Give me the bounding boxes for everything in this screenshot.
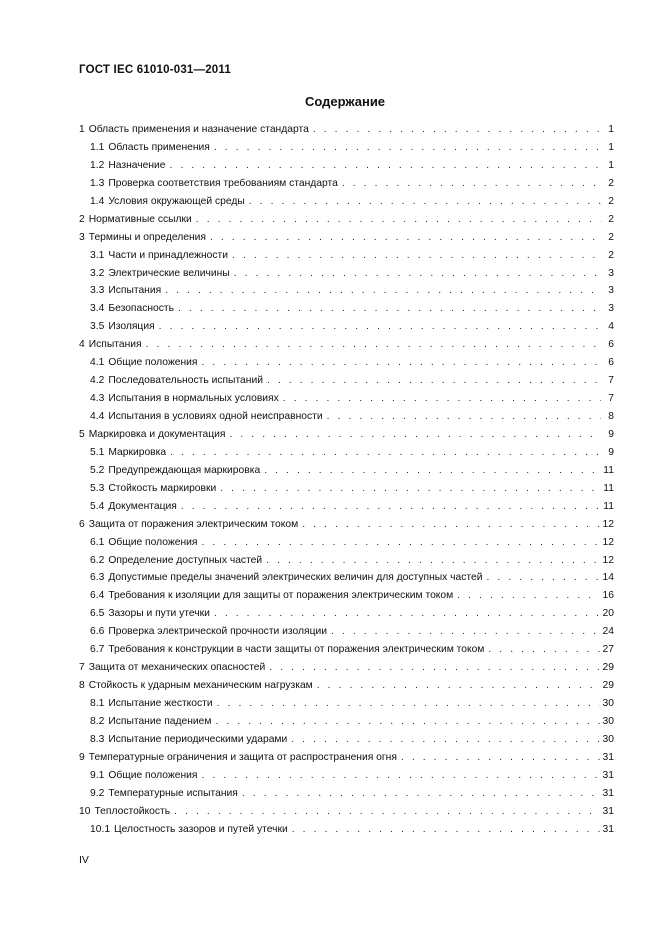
- dot-leader: [159, 318, 601, 336]
- toc-entry-page: 24: [602, 626, 614, 638]
- dot-leader: [313, 121, 601, 139]
- dot-leader: [291, 731, 599, 749]
- toc-entry-page: 2: [608, 213, 614, 225]
- toc-entry[interactable]: [79, 175, 614, 193]
- toc-entry-number: 5.3: [90, 482, 105, 494]
- toc-entry[interactable]: [79, 318, 614, 336]
- toc-entry-page: 7: [608, 393, 614, 405]
- dot-leader: [266, 552, 599, 570]
- toc-entry-number: 8.1: [90, 698, 105, 709]
- toc-entry[interactable]: [79, 552, 614, 570]
- dot-leader: [202, 767, 600, 785]
- dot-leader: [457, 587, 599, 605]
- dot-leader: [488, 641, 599, 659]
- toc-entry-number: 6.4: [90, 590, 105, 602]
- dot-leader: [220, 480, 600, 498]
- toc-entry-page: 7: [608, 375, 614, 387]
- toc-entry-page: 1: [608, 141, 614, 153]
- toc-entry-number: 8: [79, 680, 85, 692]
- toc-entry-title: Определение доступных частей: [108, 554, 263, 566]
- toc-entry-page: 31: [602, 787, 614, 799]
- toc-entry-title: Термины и определения: [88, 231, 206, 243]
- dot-leader: [181, 498, 600, 516]
- dot-leader: [317, 677, 600, 695]
- toc-entry-page: 29: [602, 680, 614, 692]
- toc-entry[interactable]: [79, 229, 614, 247]
- toc-entry-page: 3: [608, 303, 614, 315]
- toc-entry[interactable]: [79, 480, 614, 498]
- toc-entry-page: 3: [608, 267, 614, 279]
- toc-entry[interactable]: [79, 749, 614, 767]
- toc-entry-title: Испытание падением: [108, 715, 212, 727]
- toc-entry-title: Целостность зазоров и путей утечки: [114, 823, 288, 835]
- toc-entry[interactable]: [79, 157, 614, 175]
- toc-entry-number: 1: [79, 124, 85, 135]
- dot-leader: [302, 516, 599, 534]
- toc-entry-title: Требования к конструкции в части защиты от поражения электрическим током: [108, 644, 485, 656]
- dot-leader: [232, 247, 601, 265]
- toc-entry-title: Части и принадлежности: [108, 249, 229, 261]
- toc-entry-page: 1: [608, 124, 614, 135]
- toc-entry-page: 9: [608, 446, 614, 458]
- toc-entry[interactable]: [79, 462, 614, 480]
- toc-entry-page: 14: [602, 572, 614, 584]
- toc-entry-number: 9: [79, 751, 85, 763]
- toc-entry[interactable]: [79, 265, 614, 283]
- toc-entry[interactable]: [79, 139, 614, 157]
- toc-entry-number: 5.1: [90, 446, 105, 458]
- toc-entry-title: Общие положения: [108, 357, 198, 369]
- toc-entry-page: 31: [602, 769, 614, 781]
- toc-entry[interactable]: [79, 767, 614, 785]
- toc-entry-page: 3: [608, 285, 614, 297]
- toc-entry[interactable]: [79, 193, 614, 211]
- toc-entry[interactable]: [79, 247, 614, 265]
- toc-entry-title: Теплостойкость: [94, 805, 171, 817]
- toc-entry-title: Защита от механических опасностей: [88, 662, 266, 674]
- dot-leader: [327, 408, 601, 426]
- toc-entry-number: 1.3: [90, 177, 105, 189]
- dot-leader: [401, 749, 600, 767]
- toc-entry-page: 27: [602, 644, 614, 656]
- toc-entry-number: 1.1: [90, 141, 105, 153]
- toc-entry[interactable]: [79, 408, 614, 426]
- toc-entry-number: 6.2: [90, 554, 105, 566]
- document-code: ГОСТ IEC 61010-031—2011: [79, 64, 231, 76]
- toc-entry-number: 6: [79, 518, 85, 530]
- toc-entry-number: 6.7: [90, 644, 105, 656]
- dot-leader: [214, 605, 600, 623]
- toc-entry-page: 4: [608, 321, 614, 333]
- dot-leader: [292, 821, 600, 839]
- toc-entry-title: Испытания: [88, 339, 142, 351]
- toc-entry-page: 12: [602, 518, 614, 530]
- toc-entry-title: Область применения: [108, 141, 210, 153]
- toc-entry[interactable]: [79, 282, 614, 300]
- dot-leader: [249, 193, 601, 211]
- toc-entry-title: Условия окружающей среды: [108, 195, 245, 207]
- toc-entry-number: 4: [79, 339, 85, 351]
- dot-leader: [214, 139, 601, 157]
- dot-leader: [146, 336, 601, 354]
- toc-entry-number: 3.5: [90, 321, 105, 333]
- toc-entry-page: 12: [602, 536, 614, 548]
- toc-entry[interactable]: [79, 372, 614, 390]
- toc-entry-title: Маркировка и документация: [88, 428, 226, 440]
- page-number: IV: [79, 854, 89, 866]
- toc-entry-title: Испытания в условиях одной неисправности: [108, 411, 323, 422]
- toc-entry-title: Нормативные ссылки: [88, 213, 192, 225]
- toc-entry[interactable]: [79, 426, 614, 444]
- toc-entry[interactable]: [79, 300, 614, 318]
- toc-entry[interactable]: [79, 587, 614, 605]
- dot-leader: [242, 785, 600, 803]
- toc-entry[interactable]: [79, 731, 614, 749]
- dot-leader: [170, 444, 601, 462]
- toc-entry-title: Последовательность испытаний: [108, 375, 263, 387]
- toc-entry[interactable]: [79, 713, 614, 731]
- toc-entry-title: Испытание жесткости: [108, 698, 213, 709]
- toc-entry-number: 7: [79, 662, 85, 674]
- toc-entry-number: 6.6: [90, 626, 105, 638]
- toc-entry-number: 3.1: [90, 249, 105, 261]
- toc-entry-page: 20: [602, 608, 614, 620]
- toc-entry-title: Изоляция: [108, 321, 155, 333]
- toc-entry-page: 6: [608, 339, 614, 351]
- toc-entry[interactable]: [79, 659, 614, 677]
- toc-entry-title: Требования к изоляции для защиты от поражения электрическим током: [108, 590, 454, 602]
- dot-leader: [267, 372, 601, 390]
- toc-entry[interactable]: [79, 695, 614, 713]
- toc-entry[interactable]: [79, 677, 614, 695]
- toc-entry-number: 8.3: [90, 733, 105, 745]
- toc-entry-title: Допустимые пределы значений электрических величин для доступных частей: [108, 572, 483, 584]
- toc-entry-number: 6.5: [90, 608, 105, 620]
- toc-entry-title: Зазоры и пути утечки: [108, 608, 210, 620]
- toc-entry[interactable]: [79, 569, 614, 587]
- toc-entry-page: 12: [602, 554, 614, 566]
- toc-entry-number: 1.4: [90, 195, 105, 207]
- toc-entry-page: 2: [608, 249, 614, 261]
- toc-entry-number: 2: [79, 213, 85, 225]
- dot-leader: [234, 265, 601, 283]
- toc-entry[interactable]: [79, 211, 614, 229]
- toc-entry-title: Температурные испытания: [108, 787, 238, 799]
- toc-entry-title: Стойкость к ударным механическим нагрузкам: [88, 680, 313, 692]
- toc-entry[interactable]: [79, 785, 614, 803]
- toc-entry-number: 5: [79, 428, 85, 440]
- toc-entry-number: 3.2: [90, 267, 105, 279]
- dot-leader: [165, 282, 601, 300]
- toc-entry-title: Предупреждающая маркировка: [108, 464, 261, 476]
- toc-entry[interactable]: [79, 498, 614, 516]
- dot-leader: [283, 390, 601, 408]
- toc-entry-title: Испытание периодическими ударами: [108, 733, 288, 745]
- toc-entry-page: 8: [608, 411, 614, 422]
- toc-entry[interactable]: [79, 605, 614, 623]
- dot-leader: [487, 569, 600, 587]
- toc-entry[interactable]: [79, 121, 614, 139]
- toc-entry-title: Назначение: [108, 159, 166, 171]
- toc-entry-number: 10.1: [90, 823, 111, 835]
- toc-entry-page: 11: [603, 500, 614, 512]
- toc-entry-title: Область применения и назначение стандарта: [88, 124, 309, 135]
- toc-entry-title: Безопасность: [108, 303, 175, 315]
- toc-title: Содержание: [304, 94, 386, 109]
- toc-entry-page: 30: [602, 733, 614, 745]
- toc-entry-page: 2: [608, 177, 614, 189]
- toc-entry-page: 30: [602, 698, 614, 709]
- toc-entry-title: Испытания: [108, 285, 162, 297]
- toc-entry-page: 11: [603, 464, 614, 476]
- toc-entry-page: 1: [608, 159, 614, 171]
- toc-entry-title: Общие положения: [108, 536, 198, 548]
- dot-leader: [196, 211, 601, 229]
- dot-leader: [216, 713, 600, 731]
- dot-leader: [210, 229, 601, 247]
- toc-entry[interactable]: [79, 354, 614, 372]
- toc-entry-title: Стойкость маркировки: [108, 482, 217, 494]
- dot-leader: [229, 426, 601, 444]
- toc-entry[interactable]: [79, 336, 614, 354]
- toc-entry[interactable]: [79, 623, 614, 641]
- toc-entry-number: 4.2: [90, 375, 105, 387]
- toc-entry-title: Общие положения: [108, 769, 198, 781]
- dot-leader: [174, 803, 599, 821]
- toc-entry-number: 8.2: [90, 715, 105, 727]
- toc-entry-page: 31: [602, 805, 614, 817]
- toc-entry-title: Документация: [108, 500, 177, 512]
- toc-entry-page: 31: [602, 751, 614, 763]
- toc-entry-page: 9: [608, 428, 614, 440]
- toc-entry[interactable]: [79, 516, 614, 534]
- dot-leader: [331, 623, 600, 641]
- toc-entry[interactable]: [79, 641, 614, 659]
- table-of-contents: [79, 121, 614, 839]
- toc-entry-page: 31: [602, 823, 614, 835]
- toc-entry-title: Температурные ограничения и защита от распространения огня: [88, 751, 397, 763]
- toc-entry-page: 11: [603, 482, 614, 494]
- toc-entry-number: 4.1: [90, 357, 105, 369]
- toc-entry[interactable]: [79, 534, 614, 552]
- dot-leader: [170, 157, 601, 175]
- toc-entry[interactable]: [79, 390, 614, 408]
- toc-entry-title: Защита от поражения электрическим током: [88, 518, 299, 530]
- toc-entry-number: 4.4: [90, 411, 105, 422]
- toc-entry-title: Проверка соответствия требованиям стандарта: [108, 177, 338, 189]
- toc-entry-title: Испытания в нормальных условиях: [108, 393, 279, 405]
- toc-entry-number: 9.1: [90, 769, 105, 781]
- toc-entry-title: Проверка электрической прочности изоляции: [108, 626, 327, 638]
- toc-entry-page: 29: [602, 662, 614, 674]
- toc-entry-number: 4.3: [90, 393, 105, 405]
- toc-entry[interactable]: [79, 444, 614, 462]
- toc-entry-number: 6.1: [90, 536, 105, 548]
- toc-entry-number: 1.2: [90, 159, 105, 171]
- toc-entry-title: Электрические величины: [108, 267, 230, 279]
- toc-entry-number: 6.3: [90, 572, 105, 584]
- dot-leader: [217, 695, 600, 713]
- toc-entry-page: 16: [602, 590, 614, 602]
- toc-entry-page: 2: [608, 231, 614, 243]
- toc-entry-title: Маркировка: [108, 446, 167, 458]
- dot-leader: [342, 175, 601, 193]
- dot-leader: [202, 534, 600, 552]
- dot-leader: [264, 462, 600, 480]
- toc-entry-page: 30: [602, 715, 614, 727]
- toc-entry-number: 3: [79, 231, 85, 243]
- toc-entry-number: 3.4: [90, 303, 105, 315]
- toc-entry[interactable]: [79, 803, 614, 821]
- toc-entry-number: 10: [79, 805, 91, 817]
- toc-entry[interactable]: [79, 821, 614, 839]
- toc-entry-number: 9.2: [90, 787, 105, 799]
- toc-entry-number: 3.3: [90, 285, 105, 297]
- dot-leader: [178, 300, 601, 318]
- toc-entry-number: 5.4: [90, 500, 105, 512]
- dot-leader: [202, 354, 602, 372]
- toc-entry-page: 6: [608, 357, 614, 369]
- toc-entry-number: 5.2: [90, 464, 105, 476]
- dot-leader: [269, 659, 599, 677]
- toc-entry-page: 2: [608, 195, 614, 207]
